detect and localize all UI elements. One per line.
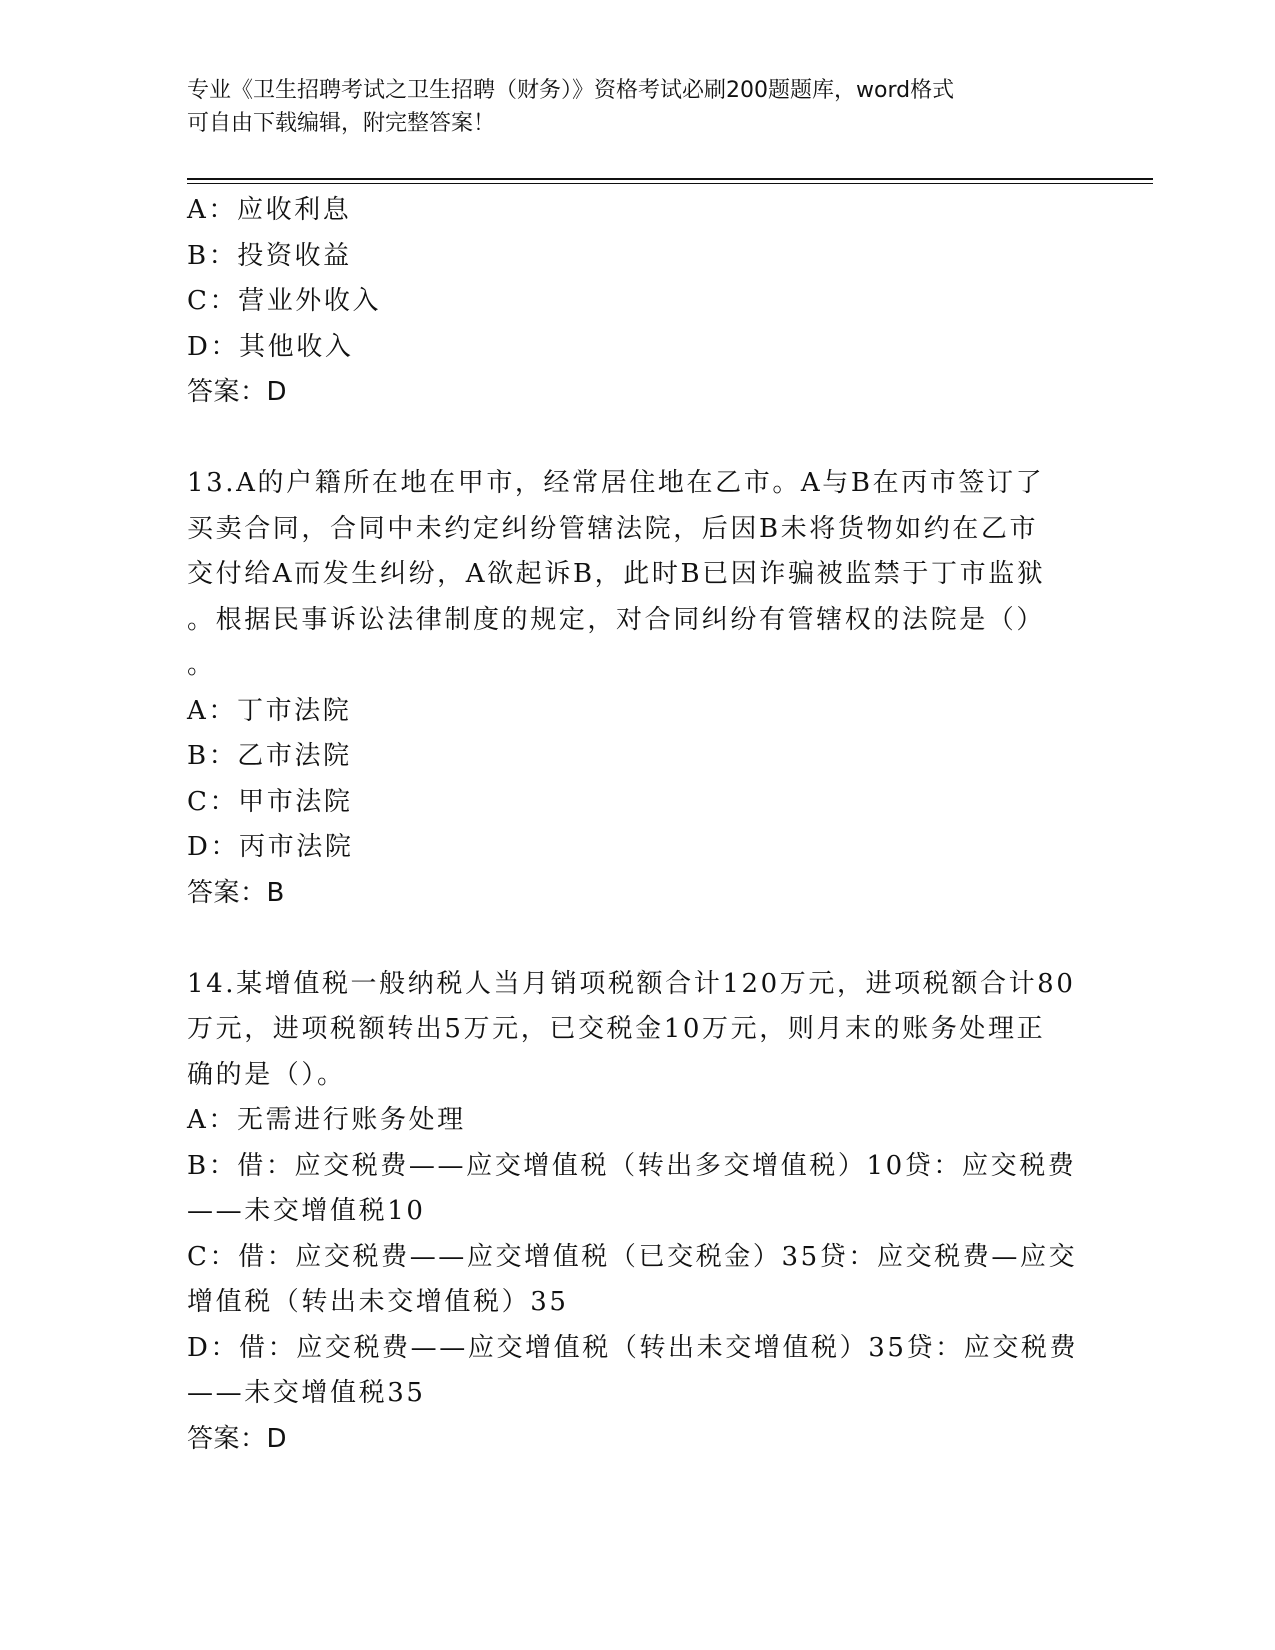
header-rule-thin (187, 183, 1153, 184)
question-stem-line: 14.某增值税一般纳税人当月销项税额合计120万元，进项税额合计80 (187, 968, 1076, 999)
option-b: B：投资收益 (187, 240, 352, 271)
option-a: A：应收利息 (187, 195, 352, 225)
question-14 (187, 962, 1087, 1463)
header-line-1: 专业《卫生招聘考试之卫生招聘（财务）》资格考试必刷200题题库，word格式 (187, 78, 955, 103)
option-c: C：甲市法院 (187, 786, 353, 817)
question-13 (187, 461, 1087, 916)
question-stem-line: 万元，进项税额转出5万元，已交税金10万元，则月末的账务处理正 (187, 1014, 1046, 1044)
question-stem-line: 交付给A而发生纠纷，A欲起诉B，此时B已因诈骗被监禁于丁市监狱 (187, 559, 1046, 589)
option-c-continued: 增值税（转出未交增值税）35 (187, 1287, 569, 1317)
option-d: D：借：应交税费——应交增值税（转出未交增值税）35贷：应交税费 (187, 1332, 1079, 1363)
document-header (187, 74, 1067, 140)
question-stem-line: 。根据民事诉讼法律制度的规定，对合同纠纷有管辖权的法院是（） (187, 604, 1046, 635)
option-b: B：乙市法院 (187, 741, 352, 771)
option-a: A：无需进行账务处理 (187, 1105, 466, 1135)
option-b-continued: ——未交增值税10 (187, 1196, 426, 1226)
answer-line: 答案：D (187, 1423, 288, 1454)
option-d-continued: ——未交增值税35 (187, 1378, 426, 1408)
answer-line: 答案：D (187, 377, 288, 407)
option-a: A：丁市法院 (187, 695, 352, 726)
option-d: D：丙市法院 (187, 832, 354, 862)
option-b: B：借：应交税费——应交增值税（转出多交增值税）10贷：应交税费 (187, 1150, 1077, 1181)
spacer (187, 916, 1087, 962)
option-c: C：营业外收入 (187, 286, 382, 316)
question-stem-line: 确的是（）。 (187, 1059, 346, 1090)
option-d: D：其他收入 (187, 331, 354, 362)
question-stem-line: 13.A的户籍所在地在甲市，经常居住地在乙市。A与B在丙市签订了 (187, 468, 1045, 498)
question-stem-line: 买卖合同，合同中未约定纠纷管辖法院，后因B未将货物如约在乙市 (187, 513, 1039, 544)
question-stem-line: 。 (187, 650, 216, 680)
document-body (187, 188, 1087, 1462)
previous-question (187, 188, 1087, 416)
answer-line: 答案：B (187, 877, 285, 908)
header-line-2: 可自由下载编辑，附完整答案！ (187, 111, 496, 136)
option-c: C：借：应交税费——应交增值税（已交税金）35贷：应交税费—应交 (187, 1241, 1078, 1272)
spacer (187, 416, 1087, 462)
header-rule-thick (187, 178, 1153, 180)
